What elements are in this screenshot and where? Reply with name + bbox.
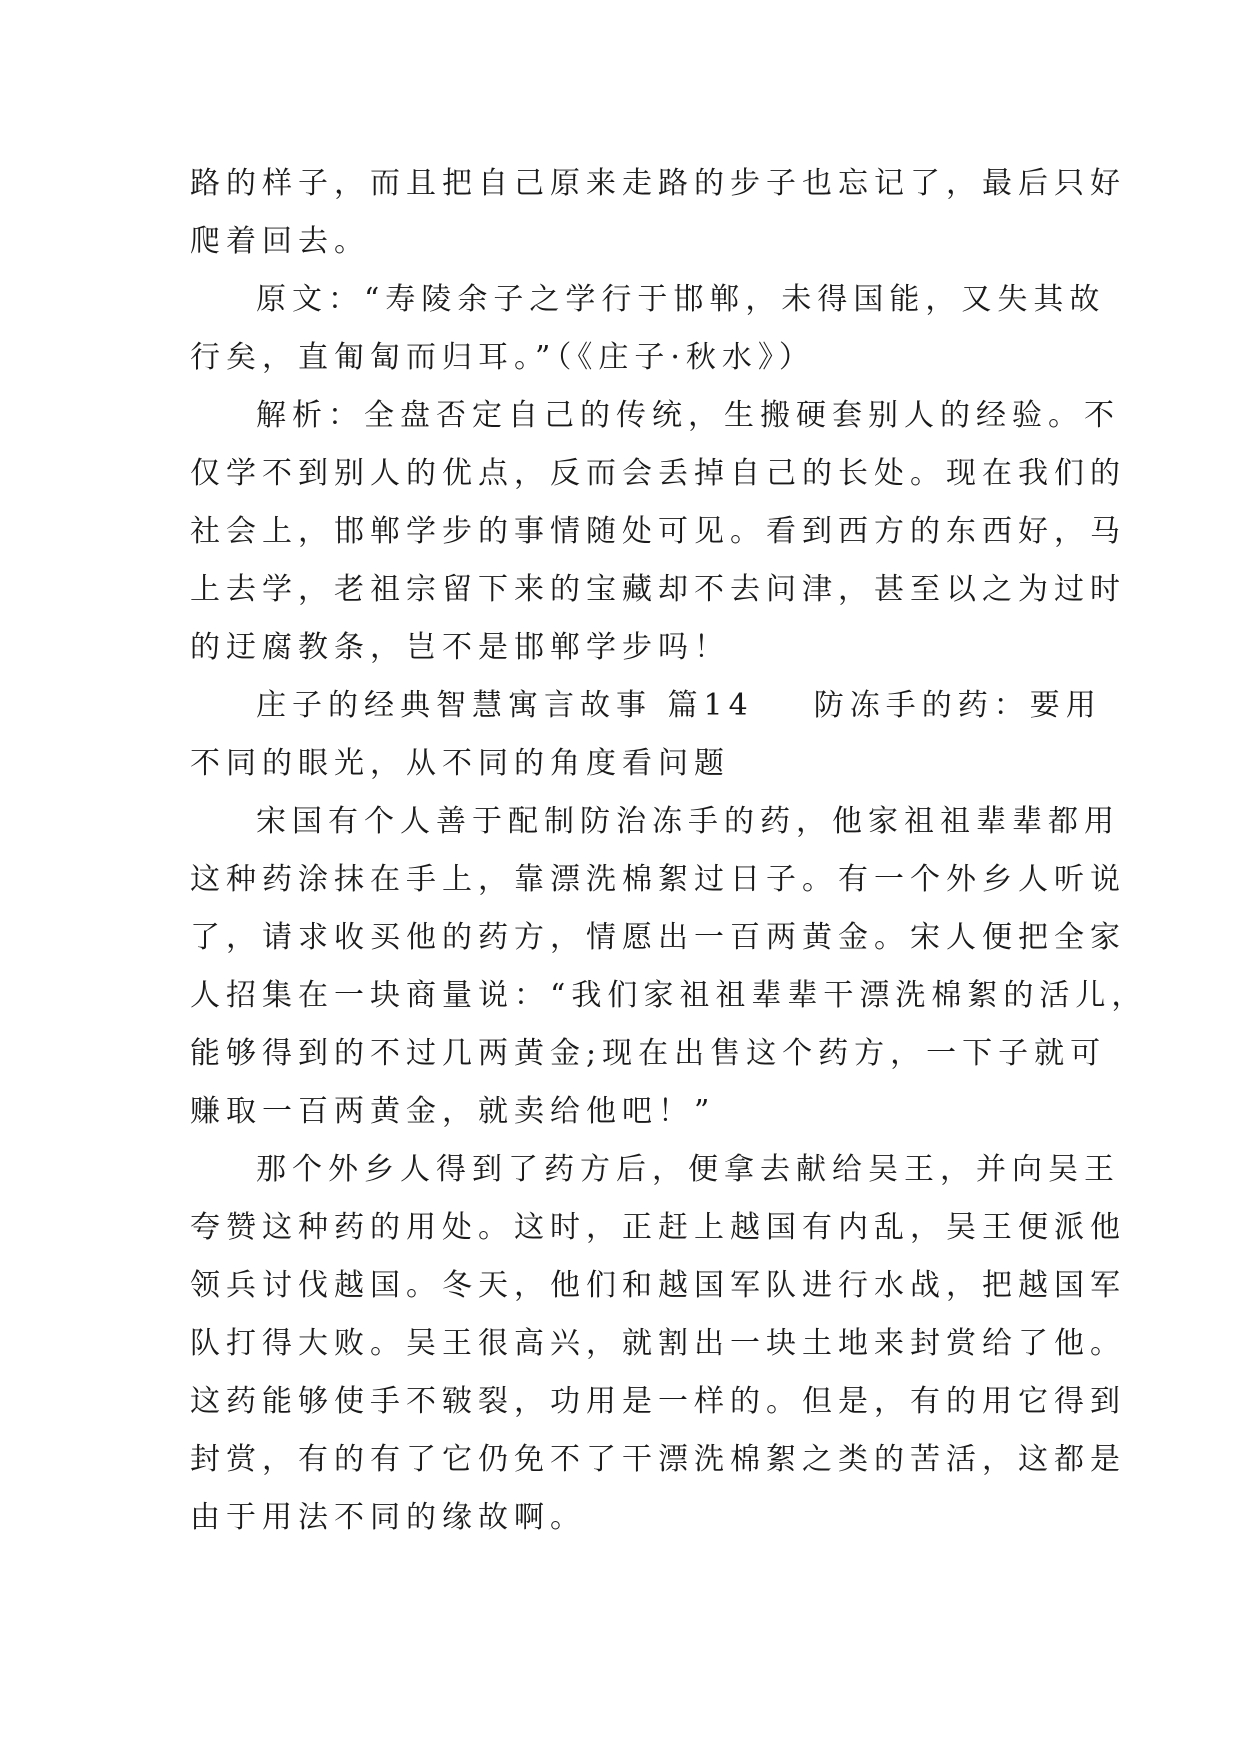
text-line: 行矣，直匍匐而归耳。”（《庄子·秋水》） xyxy=(190,340,815,375)
text-line: 解析：全盘否定自己的传统，生搬硬套别人的经验。不 xyxy=(256,398,1120,433)
section-subtitle-part1: 防冻手的药：要用 xyxy=(813,688,1102,723)
text-line: 爬着回去。 xyxy=(190,224,370,259)
text-line: 路的样子，而且把自己原来走路的步子也忘记了，最后只好 xyxy=(190,166,1126,201)
text-line: 上去学，老祖宗留下来的宝藏却不去问津，甚至以之为过时 xyxy=(190,572,1126,607)
section-title: 庄子的经典智慧寓言故事 篇14 xyxy=(256,688,754,723)
section-subtitle-part2: 不同的眼光，从不同的角度看问题 xyxy=(190,746,730,781)
text-line: 夸赞这种药的用处。这时，正赶上越国有内乱，吴王便派他 xyxy=(190,1210,1126,1245)
text-line: 了，请求收买他的药方，情愿出一百两黄金。宋人便把全家 xyxy=(190,920,1126,955)
text-line: 这种药涂抹在手上，靠漂洗棉絮过日子。有一个外乡人听说 xyxy=(190,862,1126,897)
text-line: 这药能够使手不皲裂，功用是一样的。但是，有的用它得到 xyxy=(190,1384,1126,1419)
text-line: 领兵讨伐越国。冬天，他们和越国军队进行水战，把越国军 xyxy=(190,1268,1126,1303)
text-line: 能够得到的不过几两黄金;现在出售这个药方，一下子就可 xyxy=(190,1036,1107,1071)
text-line: 社会上，邯郸学步的事情随处可见。看到西方的东西好，马 xyxy=(190,514,1126,549)
text-line: 那个外乡人得到了药方后，便拿去献给吴王，并向吴王 xyxy=(256,1152,1120,1187)
text-line: 赚取一百两黄金，就卖给他吧！” xyxy=(190,1094,716,1129)
text-line: 的迂腐教条，岂不是邯郸学步吗！ xyxy=(190,630,730,665)
text-line: 仅学不到别人的优点，反而会丢掉自己的长处。现在我们的 xyxy=(190,456,1126,491)
section-heading xyxy=(190,677,1102,735)
text-line: 由于用法不同的缘故啊。 xyxy=(190,1500,586,1535)
text-line: 人招集在一块商量说：“我们家祖祖辈辈干漂洗棉絮的活儿， xyxy=(190,978,1148,1013)
text-line: 宋国有个人善于配制防治冻手的药，他家祖祖辈辈都用 xyxy=(256,804,1120,839)
document-body xyxy=(190,155,1148,1547)
text-line: 原文：“寿陵余子之学行于邯郸，未得国能，又失其故 xyxy=(256,282,1106,317)
text-line: 封赏，有的有了它仍免不了干漂洗棉絮之类的苦活，这都是 xyxy=(190,1442,1126,1477)
text-line: 队打得大败。吴王很高兴，就割出一块土地来封赏给了他。 xyxy=(190,1326,1126,1361)
